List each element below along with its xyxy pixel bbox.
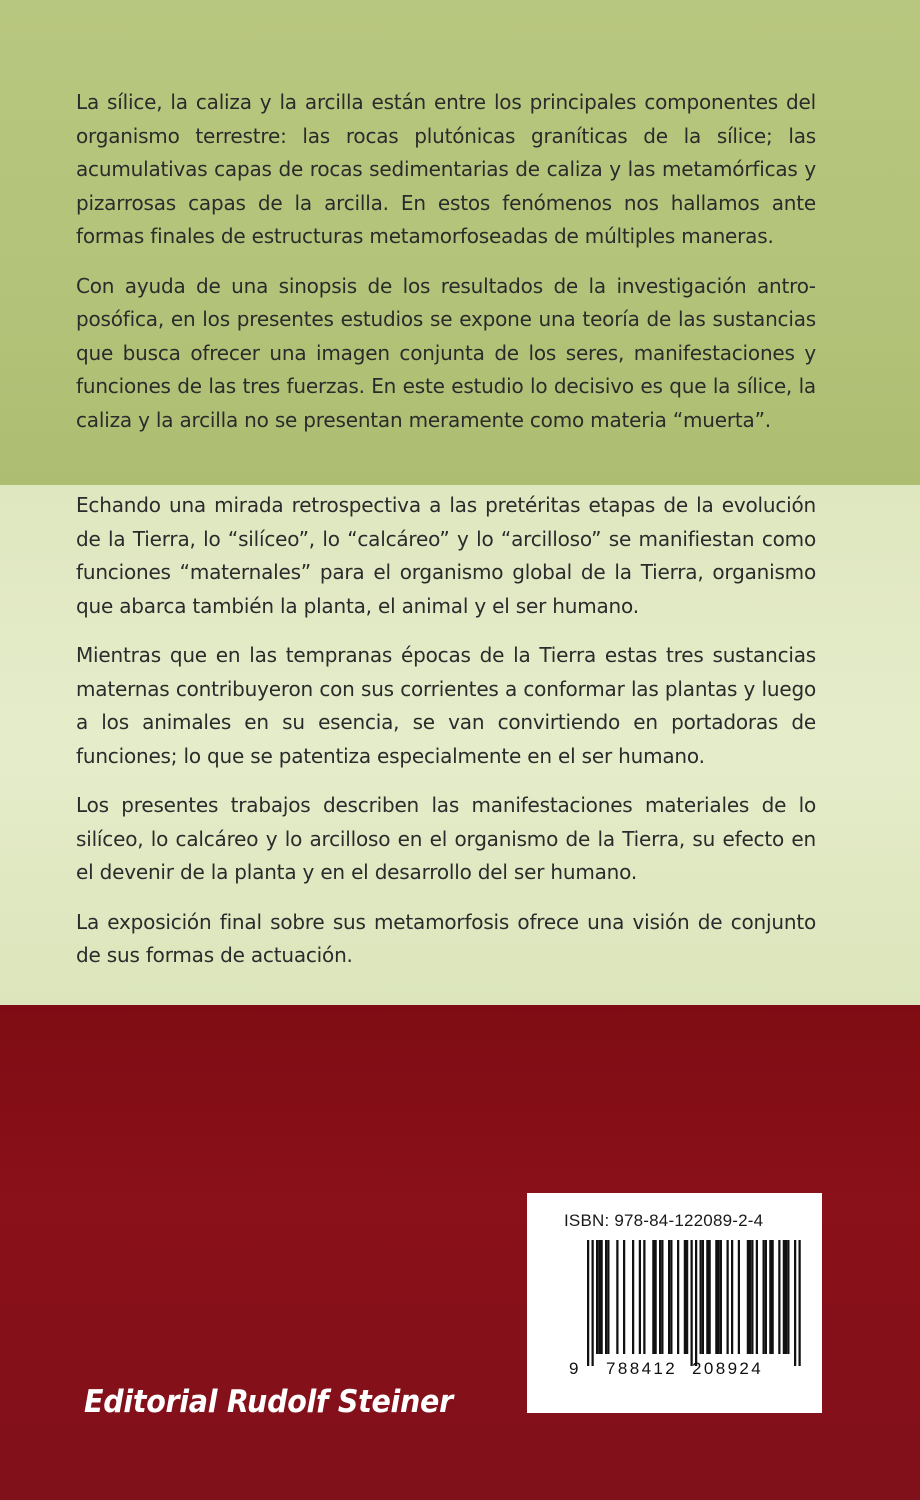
barcode-bar bbox=[765, 1240, 767, 1354]
barcode-bar bbox=[785, 1240, 787, 1354]
barcode-bar bbox=[783, 1240, 785, 1354]
barcode-bar bbox=[749, 1240, 751, 1354]
top-text-block bbox=[76, 86, 816, 453]
paragraph: La sílice, la caliza y la arcilla están entre los principales componentes del organismo terrestre: las rocas plutónicas graníticas de la sílice; las acumulativas capas de rocas sedimentarias de caliza y las metamórficas y pizarrosas capas de la arcilla. En estos fenómenos nos hallamos ante formas finales de estructuras metamorfoseadas de múltiples maneras. bbox=[76, 90, 816, 248]
barcode-bar bbox=[659, 1240, 661, 1354]
barcode-bar bbox=[702, 1240, 704, 1354]
barcode-bar bbox=[652, 1240, 654, 1354]
barcode-bar bbox=[601, 1240, 603, 1354]
publisher-logo: Editorial Rudolf Steiner bbox=[84, 1384, 453, 1420]
barcode-bar bbox=[738, 1240, 740, 1354]
barcode-icon bbox=[527, 1193, 822, 1413]
barcode-bar bbox=[794, 1240, 796, 1366]
barcode-bar bbox=[799, 1240, 801, 1366]
barcode-bar bbox=[718, 1240, 720, 1354]
barcode-bar bbox=[787, 1240, 789, 1354]
barcode-bar bbox=[751, 1240, 753, 1354]
barcode-bar bbox=[747, 1240, 749, 1354]
barcode-bar bbox=[731, 1240, 733, 1354]
barcode-bar bbox=[686, 1240, 688, 1354]
barcode-bar bbox=[639, 1240, 641, 1354]
barcode-bar bbox=[727, 1240, 729, 1354]
barcode-bar bbox=[684, 1240, 686, 1354]
barcode-bar bbox=[763, 1240, 765, 1354]
isbn-label: ISBN: 978-84-122089-2-4 bbox=[564, 1211, 764, 1230]
barcode-bar bbox=[616, 1240, 618, 1354]
barcode-bar bbox=[778, 1240, 780, 1354]
barcode-bar bbox=[700, 1240, 702, 1354]
paragraph: La exposición final sobre sus metamorfosis ofrece una visión de conjunto de sus formas de actuación. bbox=[76, 909, 816, 967]
barcode-bar bbox=[587, 1240, 589, 1366]
barcode-right-digits: 208924 bbox=[692, 1359, 764, 1378]
barcode-bar bbox=[598, 1240, 600, 1354]
barcode-bar bbox=[715, 1240, 717, 1354]
barcode-bar bbox=[756, 1240, 758, 1354]
barcode-left-digits: 788412 bbox=[606, 1359, 678, 1378]
barcode-bar bbox=[709, 1240, 711, 1354]
barcode-bar bbox=[607, 1240, 609, 1354]
barcode-bar bbox=[643, 1240, 645, 1354]
barcode-bar bbox=[661, 1240, 663, 1354]
barcode-bar bbox=[691, 1240, 693, 1366]
barcode-bar bbox=[605, 1240, 607, 1354]
barcode-first-digit: 9 bbox=[569, 1359, 579, 1378]
barcode-bar bbox=[695, 1240, 697, 1366]
paragraph: Con ayuda de una sinopsis de los resultados de la investigación antroposófica, en los presentes estudios se expone una teoría de las sustancias que busca ofrecer una imagen conjunta de los seres, manifestaciones y funciones de las tres fuerzas. En este estudio lo decisivo es que la sílice, la caliza y la arcilla no se presentan meramente como materia “muerta”. bbox=[76, 273, 816, 432]
barcode-bar bbox=[668, 1240, 670, 1354]
barcode-bar bbox=[677, 1240, 679, 1354]
barcode-bar bbox=[670, 1240, 672, 1354]
barcode-box bbox=[527, 1193, 822, 1413]
barcode-bar bbox=[655, 1240, 657, 1354]
paragraph: Echando una mirada retrospectiva a las pretéritas etapas de la evolución de la Tierra, lo “silíceo”, lo “calcáreo” y lo “arcilloso” se manifiestan como funciones “maternales” para el organismo global de la Tierra, organismo que abarca también la planta, el animal y el ser humano. bbox=[76, 493, 816, 618]
middle-text-block bbox=[76, 489, 816, 989]
barcode-bar bbox=[596, 1240, 598, 1354]
barcode-bar bbox=[706, 1240, 708, 1354]
paragraph: Mientras que en las tempranas épocas de la Tierra estas tres sustancias maternas contribuyeron con sus corrientes a conformar las plantas y luego a los animales en su esencia, se van convirtiendo en portadoras de funciones; lo que se patentiza especialmente en el ser humano. bbox=[76, 643, 816, 768]
barcode-bar bbox=[772, 1240, 774, 1354]
barcode-bar bbox=[623, 1240, 625, 1354]
barcode-bar bbox=[592, 1240, 594, 1366]
barcode-bar bbox=[632, 1240, 634, 1354]
barcode-bar bbox=[720, 1240, 722, 1354]
paragraph: Los presentes trabajos describen las manifestaciones materiales de lo silíceo, lo calcáreo y lo arcilloso en el organismo de la Tierra, su efecto en el devenir de la planta y en el desarrollo del ser humano. bbox=[76, 793, 816, 884]
barcode-bar bbox=[769, 1240, 771, 1354]
